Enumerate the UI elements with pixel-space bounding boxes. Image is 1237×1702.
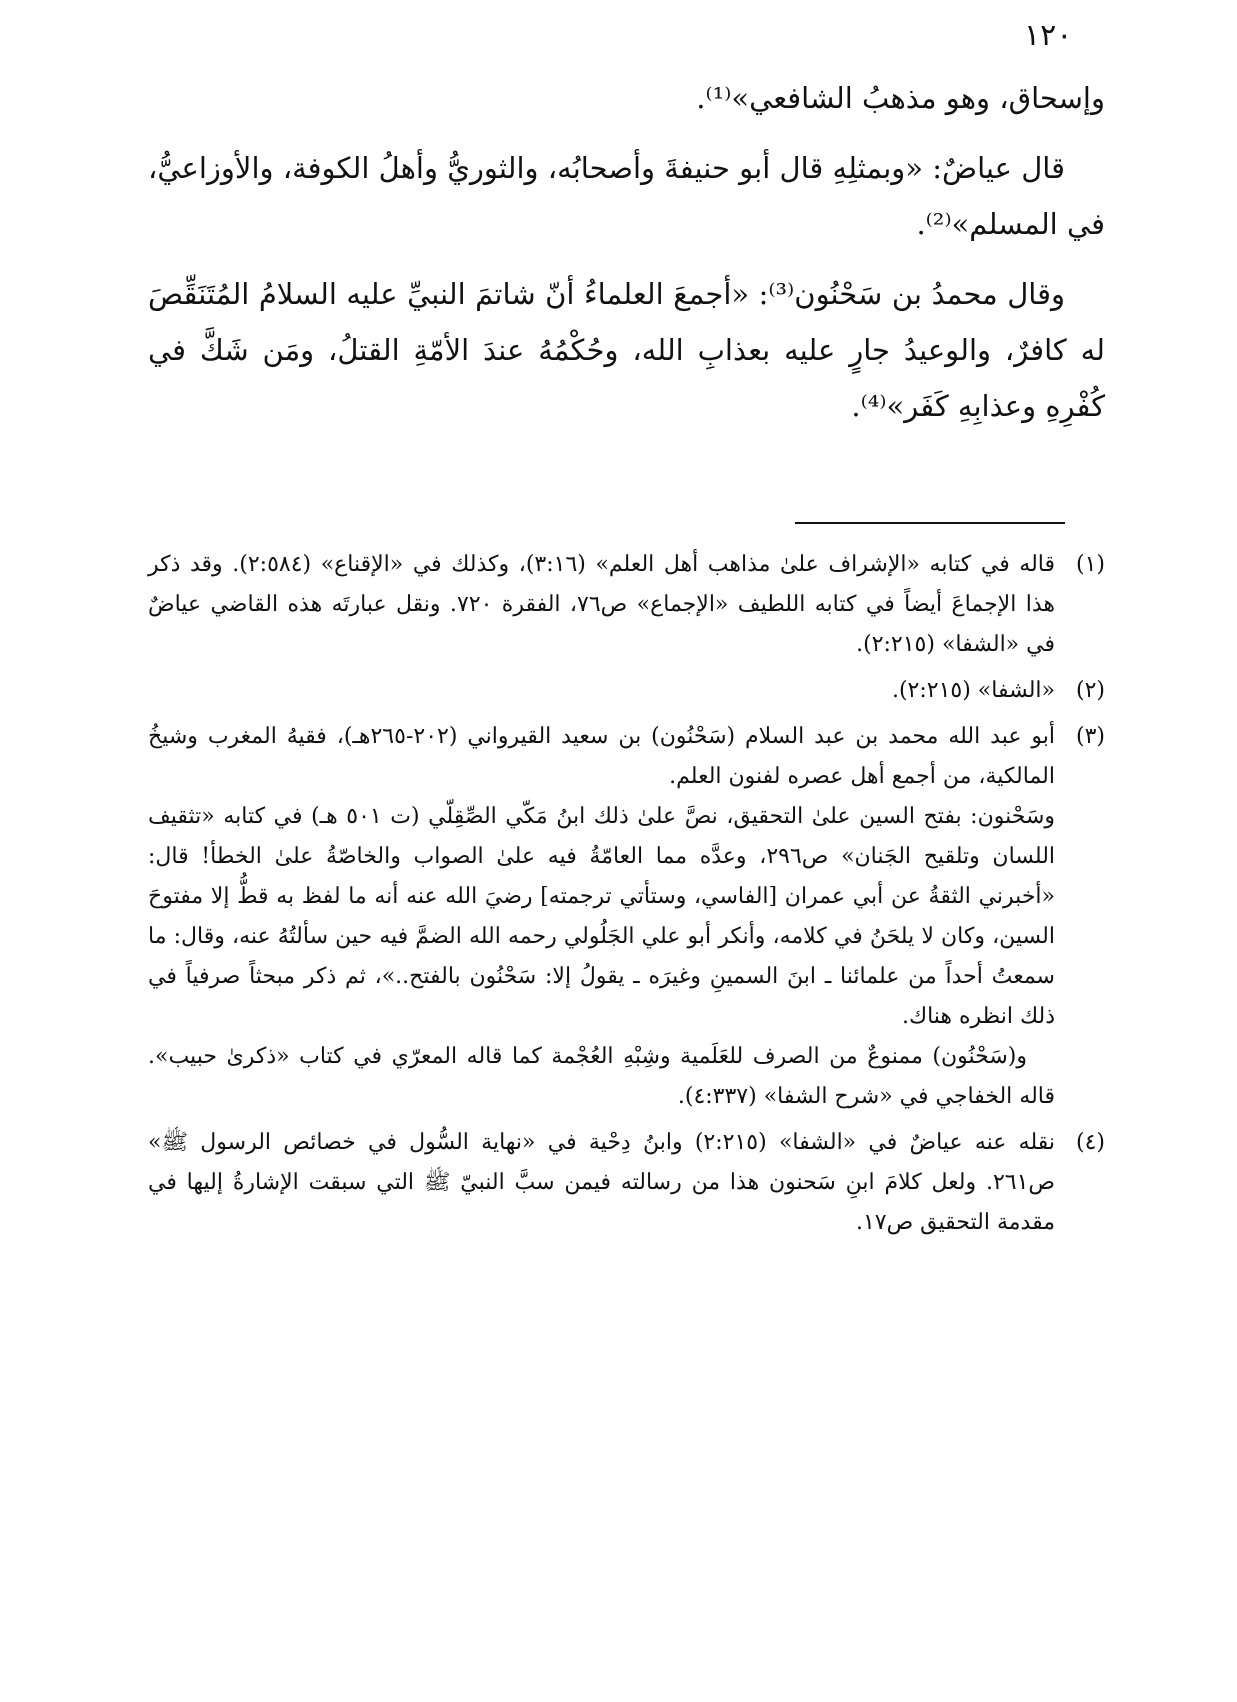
page-number: ١٢٠ xyxy=(1024,18,1073,53)
footnote-body xyxy=(148,671,1055,711)
footnotes xyxy=(148,545,1105,1249)
footnote-body xyxy=(148,717,1055,1117)
footnote-number: (٢) xyxy=(1075,678,1105,703)
footnote-4 xyxy=(148,1123,1105,1243)
footnote-3 xyxy=(148,717,1105,1117)
footnote-number: (٣) xyxy=(1075,724,1105,749)
footnote-text: نقله عنه عياضٌ في «الشفا» (٢:٢١٥) وابنُ دِحْية في «نهاية السُّول في خصائص الرسول ﷺ» ص٢٦١. ولعل كلامَ ابنِ سَحنون هذا من رسالته فيمن سبَّ النبيّ ﷺ التي سبقت الإشارةُ إليها في مقدمة التحقيق ص١٧. xyxy=(148,1130,1055,1235)
footnote-text: قاله في كتابه «الإشراف علىٰ مذاهب أهل العلم» (٣:١٦)، وكذلك في «الإقناع» (٢:٥٨٤). وقد ذكر هذا الإجماعَ أيضاً في كتابه اللطيف «الإجماع» ص٧٦، الفقرة ٧٢٠. ونقل عبارتَه هذه القاضي عياضٌ في «الشفا» (٢:٢١٥). xyxy=(148,552,1056,657)
footnote-paragraph-3: و(سَحْنُون) ممنوعٌ من الصرف للعَلَمية وشِبْهِ العُجْمة كما قاله المعرّي في كتاب «ذكرىٰ حبيب». قاله الخفاجي في «شرح الشفا» (٤:٣٣٧). xyxy=(148,1044,1055,1109)
footnote-body xyxy=(148,1123,1055,1243)
main-text xyxy=(148,70,1105,448)
main-paragraph-3: وقال محمدُ بن سَحْنُون⁽³⁾: «أجمعَ العلماءُ أنّ شاتمَ النبيِّ عليه السلامُ المُتَنَقِّصَ له كافرٌ، والوعيدُ جارٍ عليه بعذابِ الله، وحُكْمُهُ عندَ الأمّةِ القتلُ، ومَن شَكَّ في كُفْرِهِ وعذابِهِ كَفَر»⁽⁴⁾. xyxy=(148,277,1105,423)
footnote-number: (١) xyxy=(1075,552,1105,577)
footnote-1 xyxy=(148,545,1105,665)
footnote-paragraph-1: أبو عبد الله محمد بن عبد السلام (سَحْنُون) بن سعيد القيرواني (٢٠٢-٢٦٥هـ)، فقيهُ المغرب وشيخُ المالكية، من أجمع أهل عصره لفنون العلم. xyxy=(148,724,1055,789)
main-paragraph-2: قال عياضٌ: «وبمثلِهِ قال أبو حنيفةَ وأصحابُه، والثوريُّ وأهلُ الكوفة، والأوزاعيُّ، في المسلم»⁽²⁾. xyxy=(148,151,1105,241)
footnote-number: (٤) xyxy=(1075,1130,1105,1155)
footnote-body xyxy=(148,545,1055,665)
main-paragraph-1: وإسحاق، وهو مذهبُ الشافعي»⁽¹⁾. xyxy=(696,81,1105,115)
footnote-divider xyxy=(795,522,1065,524)
footnote-2 xyxy=(148,671,1105,711)
footnote-paragraph-2: وسَحْنون: بفتح السين علىٰ التحقيق، نصَّ علىٰ ذلك ابنُ مَكّي الصِّقِلّي (ت ٥٠١ هـ) في كتابه «تثقيف اللسان وتلقيح الجَنان» ص٢٩٦، وعدَّه مما العامّةُ فيه علىٰ الصواب والخاصّةُ علىٰ الخطأ! قال: «أخبرني الثقةُ عن أبي عمران [الفاسي، وستأتي ترجمته] رضيَ الله عنه أنه ما لفظ به قطُّ إلا مفتوحَ السين، وكان لا يلحَنُ في كلامه، وأنكر أبو علي الجَلُولي رحمه الله الضمَّ فيه حين سألتُهُ عنه، وقال: ما سمعتُ أحداً من علمائنا ـ ابنَ السمينِ وغيرَه ـ يقولُ إلا: سَحْنُون بالفتح..»، ثم ذكر مبحثاً صرفياً في ذلك انظره هناك. xyxy=(148,804,1056,1029)
footnote-text: «الشفا» (٢:٢١٥). xyxy=(891,678,1055,703)
